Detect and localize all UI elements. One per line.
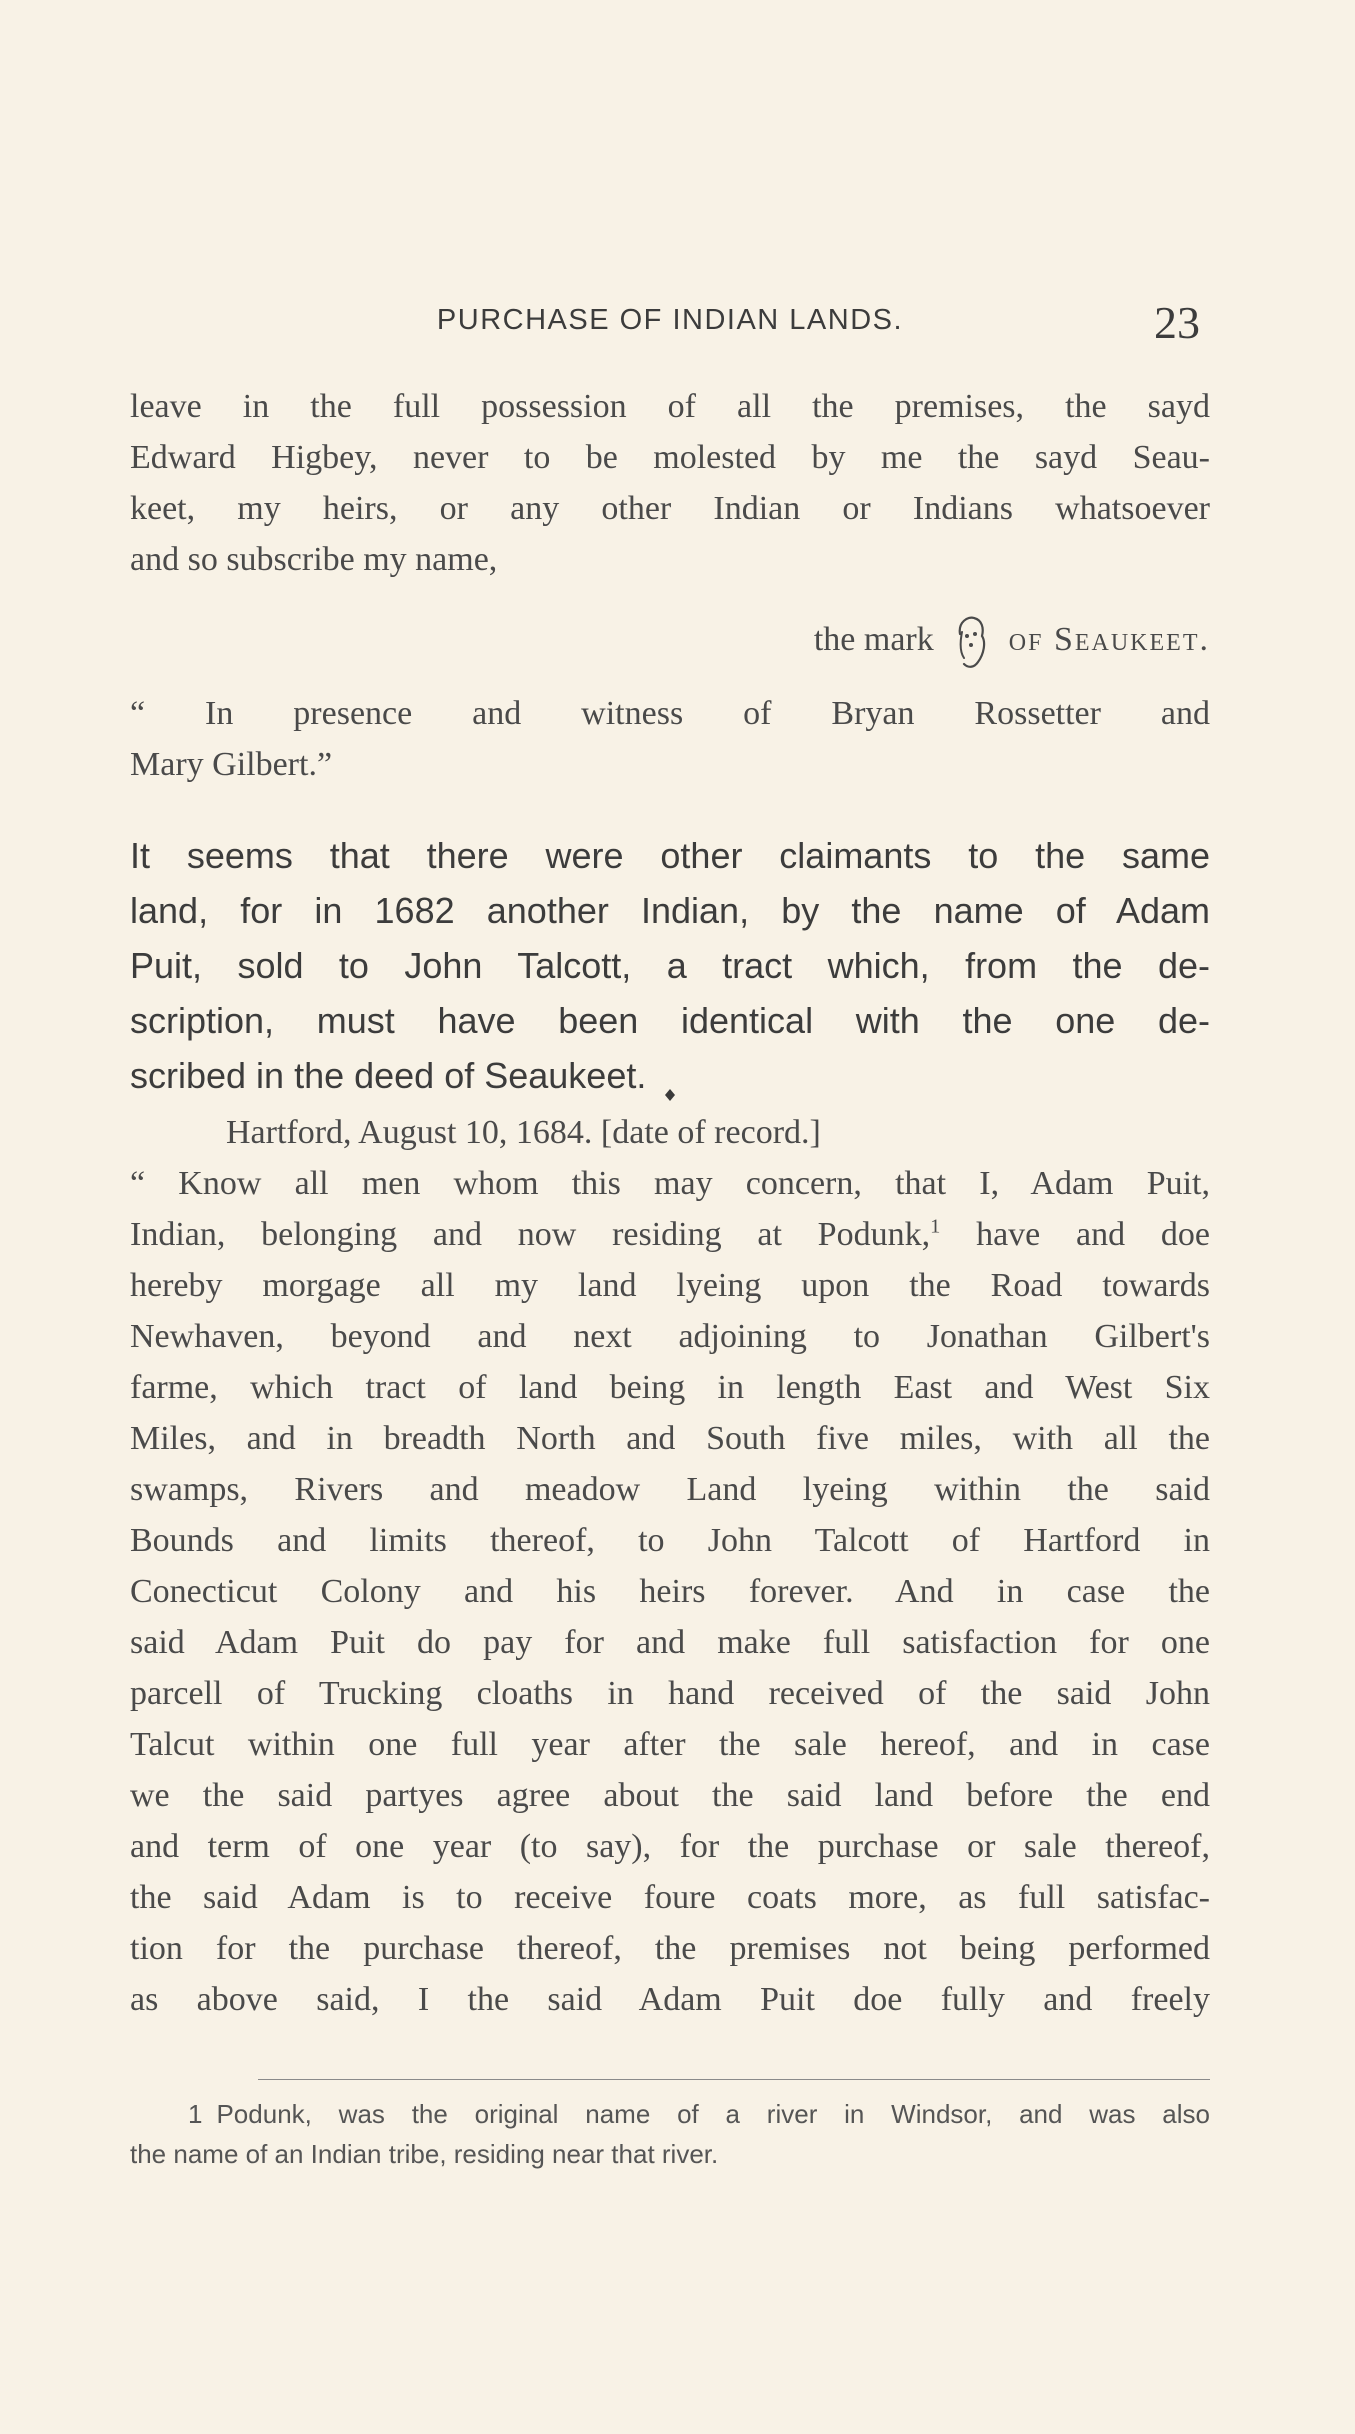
narrative-paragraph (130, 828, 1210, 1103)
page-header (130, 296, 1210, 356)
text-line: leave in the full possession of all the premises, the sayd (130, 388, 1210, 425)
text-line: “ In presence and witness of Bryan Rossetter and (130, 695, 1210, 732)
text-line: hereby morgage all my land lyeing upon the Road towards (130, 1267, 1210, 1304)
deed-adam-puit-text (130, 1158, 1210, 2025)
page-number: 23 (1154, 297, 1200, 348)
text-line: and term of one year (to say), for the purchase or sale thereof, (130, 1828, 1210, 1865)
footnote-text: Podunk, was the original name of a river in Windsor, and was also (216, 2099, 1210, 2129)
text-line: tion for the purchase thereof, the premises not being performed (130, 1930, 1210, 1967)
mark-prefix: the mark (813, 620, 934, 658)
signature-mark-line (130, 612, 1210, 672)
dateline-text: Hartford, August 10, 1684. [date of record.] (226, 1114, 821, 1151)
text-line: scription, must have been identical with the one de- (130, 1000, 1210, 1041)
text-line: Newhaven, beyond and next adjoining to Jonathan Gilbert's (130, 1318, 1210, 1355)
footnote-ref[interactable]: 1 (930, 1215, 941, 1238)
mark-suffix: of Seaukeet. (1008, 620, 1210, 658)
text-line: Mary Gilbert.” (130, 746, 333, 783)
text-line: Conecticut Colony and his heirs forever. And in case the (130, 1573, 1210, 1610)
text-line: as above said, I the said Adam Puit doe fully and freely (130, 1981, 1210, 2018)
seaukeet-mark-icon (952, 612, 990, 672)
text-line: parcell of Trucking cloaths in hand received of the said John (130, 1675, 1210, 1712)
text-line: keet, my heirs, or any other Indian or Indians whatsoever (130, 490, 1210, 527)
text-line: and so subscribe my name, (130, 541, 498, 578)
text-line: It seems that there were other claimants to the same (130, 835, 1210, 876)
text-line: Bounds and limits thereof, to John Talcott of Hartford in (130, 1522, 1210, 1559)
footnote-divider (258, 2079, 1210, 2080)
footnote (130, 2094, 1210, 2174)
text-line: Puit, sold to John Talcott, a tract which, from the de- (130, 945, 1210, 986)
text-line: said Adam Puit do pay for and make full satisfaction for one (130, 1624, 1210, 1661)
line-text: Indian, belonging and now residing at Podunk, (130, 1216, 931, 1253)
text-line: scribed in the deed of Seaukeet. (130, 1055, 647, 1096)
witness-text (130, 688, 1210, 790)
footnote-line: the name of an Indian tribe, residing near that river. (130, 2139, 719, 2169)
text-line: Miles, and in breadth North and South five miles, with all the (130, 1420, 1210, 1457)
text-line: swamps, Rivers and meadow Land lyeing within the said (130, 1471, 1210, 1508)
text-line: farme, which tract of land being in length East and West Six (130, 1369, 1210, 1406)
text-line: Talcut within one full year after the sale hereof, and in case (130, 1726, 1210, 1763)
line-tail: have and doe (940, 1216, 1210, 1253)
text-line: we the said partyes agree about the said land before the end (130, 1777, 1210, 1814)
text-line: land, for in 1682 another Indian, by the name of Adam (130, 890, 1210, 931)
text-line: the said Adam is to receive foure coats more, as full satisfac- (130, 1879, 1210, 1916)
footnote-marker: 1 (188, 2099, 203, 2129)
text-line: “ Know all men whom this may concern, that I, Adam Puit, (130, 1165, 1210, 1202)
deed-seaukeet-text (130, 381, 1210, 585)
footnote-line (130, 2094, 1210, 2134)
text-line: Edward Higbey, never to be molested by me the sayd Seau- (130, 439, 1210, 476)
text-line-with-note (130, 1209, 1210, 1260)
ornament-dot-icon (665, 1089, 675, 1101)
deed-dateline (130, 1107, 1210, 1158)
running-title: PURCHASE OF INDIAN LANDS. (436, 304, 904, 336)
